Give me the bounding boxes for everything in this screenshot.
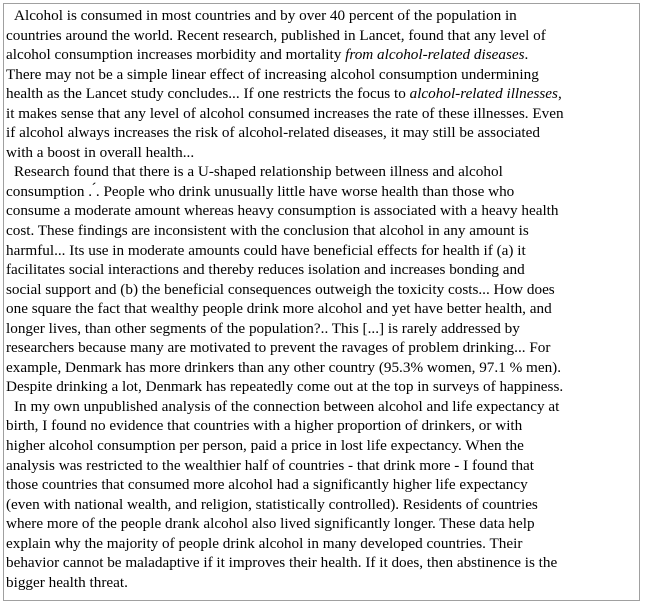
text-line <box>6 143 642 163</box>
text-run: birth, I found no evidence that countries with a higher proportion of drinkers, or with <box>6 417 523 435</box>
text-run: countries around the world. Recent research, published in Lancet, found that any level of <box>6 26 546 44</box>
text-line <box>6 534 642 554</box>
text-line <box>6 104 642 124</box>
text-line <box>6 162 642 182</box>
document-body <box>6 6 642 592</box>
text-run: harmful... Its use in moderate amounts could have beneficial effects for health if (a) it <box>6 241 526 259</box>
text-run: , <box>557 85 562 103</box>
text-run: longer lives, than other segments of the population?.. This [...] is rarely addressed by <box>6 319 520 337</box>
paragraph <box>6 6 642 162</box>
text-run: bigger health threat. <box>6 573 128 591</box>
italic-text-run: alcohol-related illnesses <box>409 85 558 103</box>
text-run: Research found that there is a U-shaped relationship between illness and alcohol <box>14 163 503 181</box>
text-line <box>6 436 642 456</box>
text-line <box>6 123 642 143</box>
text-run: higher alcohol consumption per person, paid a price in lost life expectancy. When the <box>6 437 524 455</box>
text-run: social support and (b) the beneficial consequences outweigh the toxicity costs... How does <box>6 280 555 298</box>
text-run: cost. These findings are inconsistent with the conclusion that alcohol in any amount is <box>6 222 529 240</box>
text-line <box>6 514 642 534</box>
text-line <box>6 475 642 495</box>
text-line <box>6 553 642 573</box>
paragraph <box>6 162 642 397</box>
text-run: behavior cannot be maladaptive if it improves their health. If it does, then abstinence is the <box>6 554 558 572</box>
text-line <box>6 201 642 221</box>
text-run: facilitates social interactions and thereby reduces isolation and increases bonding and <box>6 261 525 279</box>
text-line <box>6 6 642 26</box>
paragraph <box>6 397 642 592</box>
document-frame <box>3 3 640 601</box>
text-run: analysis was restricted to the wealthier half of countries - that drink more - I found that <box>6 456 535 474</box>
text-run: explain why the majority of people drink alcohol in many developed countries. Their <box>6 534 523 552</box>
text-line <box>6 495 642 515</box>
text-run: Alcohol is consumed in most countries and by over 40 percent of the population in <box>14 7 517 24</box>
text-run: Despite drinking a lot, Denmark has repeatedly come out at the top in surveys of happiness. <box>6 378 564 396</box>
text-run: it makes sense that any level of alcohol consumed increases the rate of these illnesses. Even <box>6 104 564 122</box>
text-run: health as the Lancet study concludes... If one restricts the focus to <box>6 85 410 103</box>
text-run: alcohol consumption increases morbidity and mortality <box>6 46 346 64</box>
text-line <box>6 221 642 241</box>
text-run: There may not be a simple linear effect of increasing alcohol consumption undermining <box>6 65 539 83</box>
text-run: . <box>524 46 529 64</box>
text-line <box>6 456 642 476</box>
text-line <box>6 397 642 417</box>
text-line <box>6 260 642 280</box>
text-line <box>6 241 642 261</box>
text-line <box>6 45 642 65</box>
text-line <box>6 319 642 339</box>
text-run: consumption . ́. People who drink unusually little have worse health than those who <box>6 182 515 200</box>
text-run: researchers because many are motivated to prevent the ravages of problem drinking... For <box>6 339 551 357</box>
text-run: consume a moderate amount whereas heavy consumption is associated with a heavy health <box>6 202 559 220</box>
text-run: if alcohol always increases the risk of alcohol-related diseases, it may still be associated <box>6 124 540 142</box>
text-run: example, Denmark has more drinkers than any other country (95.3% women, 97.1 % men). <box>6 358 562 376</box>
text-run: In my own unpublished analysis of the connection between alcohol and life expectancy at <box>14 397 560 415</box>
text-line <box>6 338 642 358</box>
text-line <box>6 280 642 300</box>
text-line <box>6 65 642 85</box>
text-line <box>6 377 642 397</box>
text-line <box>6 26 642 46</box>
text-run: with a boost in overall health... <box>6 143 195 161</box>
text-line <box>6 299 642 319</box>
text-line <box>6 84 642 104</box>
text-run: (even with national wealth, and religion, statistically controlled). Residents of countries <box>6 495 538 513</box>
italic-text-run: from alcohol-related diseases <box>345 46 525 64</box>
text-line <box>6 416 642 436</box>
text-line <box>6 573 642 593</box>
text-line <box>6 182 642 202</box>
text-line <box>6 358 642 378</box>
text-run: one square the fact that wealthy people drink more alcohol and yet have better health, and <box>6 300 552 318</box>
text-run: where more of the people drank alcohol also lived significantly longer. These data help <box>6 515 535 533</box>
text-run: those countries that consumed more alcohol had a significantly higher life expectancy <box>6 476 528 494</box>
